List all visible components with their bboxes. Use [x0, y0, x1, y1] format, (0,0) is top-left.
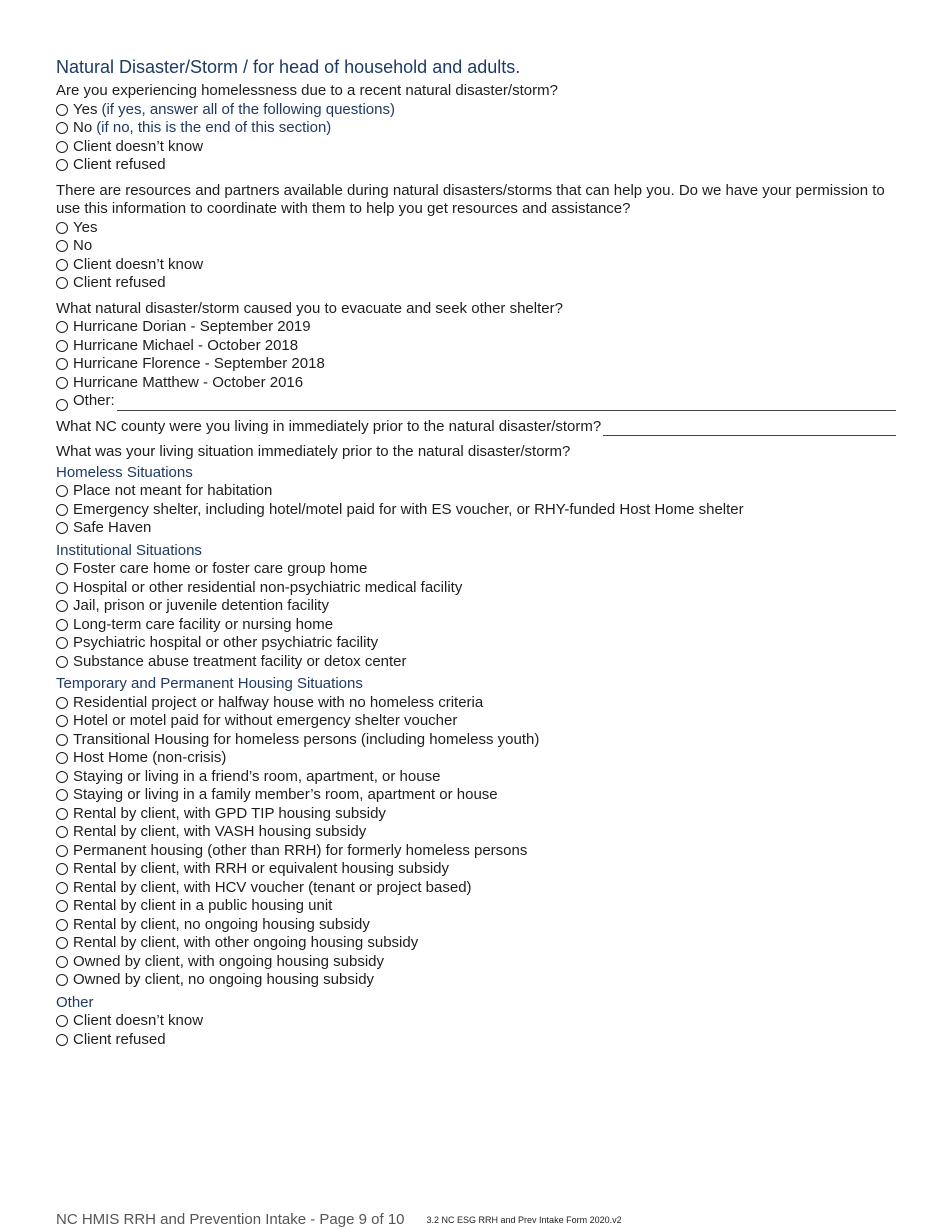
radio-button-icon[interactable]	[56, 240, 68, 252]
radio-button-icon[interactable]	[56, 752, 68, 764]
option-living-situation[interactable]: Owned by client, no ongoing housing subsidy	[56, 971, 896, 990]
other-disaster-input[interactable]	[117, 396, 896, 411]
radio-button-icon[interactable]	[56, 863, 68, 875]
radio-button-icon[interactable]	[56, 734, 68, 746]
option-living-situation[interactable]: Rental by client, with GPD TIP housing subsidy	[56, 805, 896, 824]
radio-button-icon[interactable]	[56, 697, 68, 709]
radio-button-icon[interactable]	[56, 826, 68, 838]
question-homelessness-disaster: Are you experiencing homelessness due to a recent natural disaster/storm?	[56, 82, 558, 99]
option-living-situation[interactable]: Staying or living in a family member’s room, apartment or house	[56, 786, 896, 805]
option-q1-no[interactable]: No (if no, this is the end of this section)	[56, 119, 896, 138]
radio-button-icon[interactable]	[56, 159, 68, 171]
question-disaster-type: What natural disaster/storm caused you to evacuate and seek other shelter?	[56, 299, 563, 317]
question-nc-county: What NC county were you living in immediately prior to the natural disaster/storm?	[56, 417, 602, 435]
option-hurricane-dorian[interactable]: Hurricane Dorian - September 2019	[56, 318, 896, 337]
option-q2-yes[interactable]: Yes	[56, 219, 896, 238]
option-q1-refused[interactable]: Client refused	[56, 156, 896, 175]
question-living-situation: What was your living situation immediately prior to the natural disaster/storm?	[56, 443, 571, 460]
option-disaster-other[interactable]: Other:	[56, 392, 896, 411]
option-living-situation[interactable]: Emergency shelter, including hotel/motel paid for with ES voucher, or RHY-funded Host Home shelter	[56, 501, 896, 520]
group-heading-homeless: Homeless Situations	[56, 463, 193, 481]
nc-county-input[interactable]	[603, 421, 896, 436]
radio-button-icon[interactable]	[56, 504, 68, 516]
radio-button-icon[interactable]	[56, 808, 68, 820]
option-hurricane-florence[interactable]: Hurricane Florence - September 2018	[56, 355, 896, 374]
option-living-situation[interactable]: Rental by client, with HCV voucher (tenant or project based)	[56, 879, 896, 898]
option-living-situation[interactable]: Safe Haven	[56, 519, 896, 538]
option-q2-dont-know[interactable]: Client doesn’t know	[56, 256, 896, 275]
radio-button-icon[interactable]	[56, 104, 68, 116]
radio-button-icon[interactable]	[56, 377, 68, 389]
radio-button-icon[interactable]	[56, 522, 68, 534]
group-heading-housing: Temporary and Permanent Housing Situations	[56, 675, 363, 692]
radio-button-icon[interactable]	[56, 563, 68, 575]
option-living-situation[interactable]: Hotel or motel paid for without emergency shelter voucher	[56, 712, 896, 731]
radio-button-icon[interactable]	[56, 789, 68, 801]
radio-button-icon[interactable]	[56, 771, 68, 783]
option-living-situation[interactable]: Client refused	[56, 1031, 896, 1050]
group-heading-other: Other	[56, 993, 94, 1011]
option-q1-yes[interactable]: Yes (if yes, answer all of the following questions)	[56, 101, 896, 120]
section-title: Natural Disaster/Storm / for head of household and adults.	[56, 57, 521, 77]
group-heading-institutional: Institutional Situations	[56, 541, 202, 559]
option-living-situation[interactable]: Host Home (non-crisis)	[56, 749, 896, 768]
radio-button-icon[interactable]	[56, 141, 68, 153]
option-living-situation[interactable]: Rental by client, with other ongoing housing subsidy	[56, 934, 896, 953]
question-permission: There are resources and partners available during natural disasters/storms that can help you. Do we have your permission to use this information to coordinate with them to help you get resources and assistance?	[56, 181, 885, 217]
option-living-situation[interactable]: Rental by client, no ongoing housing subsidy	[56, 916, 896, 935]
radio-button-icon[interactable]	[56, 485, 68, 497]
radio-button-icon[interactable]	[56, 358, 68, 370]
question-nc-county-row	[56, 418, 896, 437]
radio-button-icon[interactable]	[56, 619, 68, 631]
option-q2-refused[interactable]: Client refused	[56, 274, 896, 293]
option-living-situation[interactable]: Rental by client, with VASH housing subsidy	[56, 823, 896, 842]
radio-button-icon[interactable]	[56, 715, 68, 727]
intake-page	[56, 56, 896, 1049]
option-living-situation[interactable]: Jail, prison or juvenile detention facility	[56, 597, 896, 616]
radio-button-icon[interactable]	[56, 277, 68, 289]
radio-button-icon[interactable]	[56, 919, 68, 931]
footer-title: NC HMIS RRH and Prevention Intake - Page 9 of 10	[56, 1211, 405, 1228]
radio-button-icon[interactable]	[56, 321, 68, 333]
option-q2-no[interactable]: No	[56, 237, 896, 256]
radio-button-icon[interactable]	[56, 122, 68, 134]
page-footer	[56, 1211, 622, 1228]
radio-button-icon[interactable]	[56, 974, 68, 986]
radio-button-icon[interactable]	[56, 937, 68, 949]
option-hint: (if yes, answer all of the following questions)	[101, 100, 395, 118]
radio-button-icon[interactable]	[56, 222, 68, 234]
radio-button-icon[interactable]	[56, 259, 68, 271]
radio-button-icon[interactable]	[56, 582, 68, 594]
footer-version: 3.2 NC ESG RRH and Prev Intake Form 2020.v2	[426, 1214, 622, 1225]
option-living-situation[interactable]: Hospital or other residential non-psychiatric medical facility	[56, 579, 896, 598]
option-living-situation[interactable]: Owned by client, with ongoing housing subsidy	[56, 953, 896, 972]
radio-button-icon[interactable]	[56, 900, 68, 912]
option-living-situation[interactable]: Psychiatric hospital or other psychiatric facility	[56, 634, 896, 653]
option-living-situation[interactable]: Foster care home or foster care group home	[56, 560, 896, 579]
option-living-situation[interactable]: Transitional Housing for homeless persons (including homeless youth)	[56, 731, 896, 750]
radio-button-icon[interactable]	[56, 656, 68, 668]
radio-button-icon[interactable]	[56, 882, 68, 894]
radio-button-icon[interactable]	[56, 600, 68, 612]
radio-button-icon[interactable]	[56, 956, 68, 968]
option-living-situation[interactable]: Residential project or halfway house with no homeless criteria	[56, 694, 896, 713]
option-hint: (if no, this is the end of this section)	[96, 119, 332, 136]
radio-button-icon[interactable]	[56, 1034, 68, 1046]
option-hurricane-matthew[interactable]: Hurricane Matthew - October 2016	[56, 374, 896, 393]
option-hurricane-michael[interactable]: Hurricane Michael - October 2018	[56, 337, 896, 356]
option-q1-dont-know[interactable]: Client doesn’t know	[56, 138, 896, 157]
radio-button-icon[interactable]	[56, 340, 68, 352]
radio-button-icon[interactable]	[56, 399, 68, 411]
option-living-situation[interactable]: Permanent housing (other than RRH) for formerly homeless persons	[56, 842, 896, 861]
radio-button-icon[interactable]	[56, 637, 68, 649]
option-living-situation[interactable]: Staying or living in a friend’s room, apartment, or house	[56, 768, 896, 787]
option-living-situation[interactable]: Place not meant for habitation	[56, 482, 896, 501]
option-living-situation[interactable]: Client doesn’t know	[56, 1012, 896, 1031]
option-living-situation[interactable]: Long-term care facility or nursing home	[56, 616, 896, 635]
option-living-situation[interactable]: Rental by client, with RRH or equivalent housing subsidy	[56, 860, 896, 879]
radio-button-icon[interactable]	[56, 845, 68, 857]
option-living-situation[interactable]: Rental by client in a public housing unit	[56, 897, 896, 916]
option-living-situation[interactable]: Substance abuse treatment facility or detox center	[56, 653, 896, 672]
radio-button-icon[interactable]	[56, 1015, 68, 1027]
